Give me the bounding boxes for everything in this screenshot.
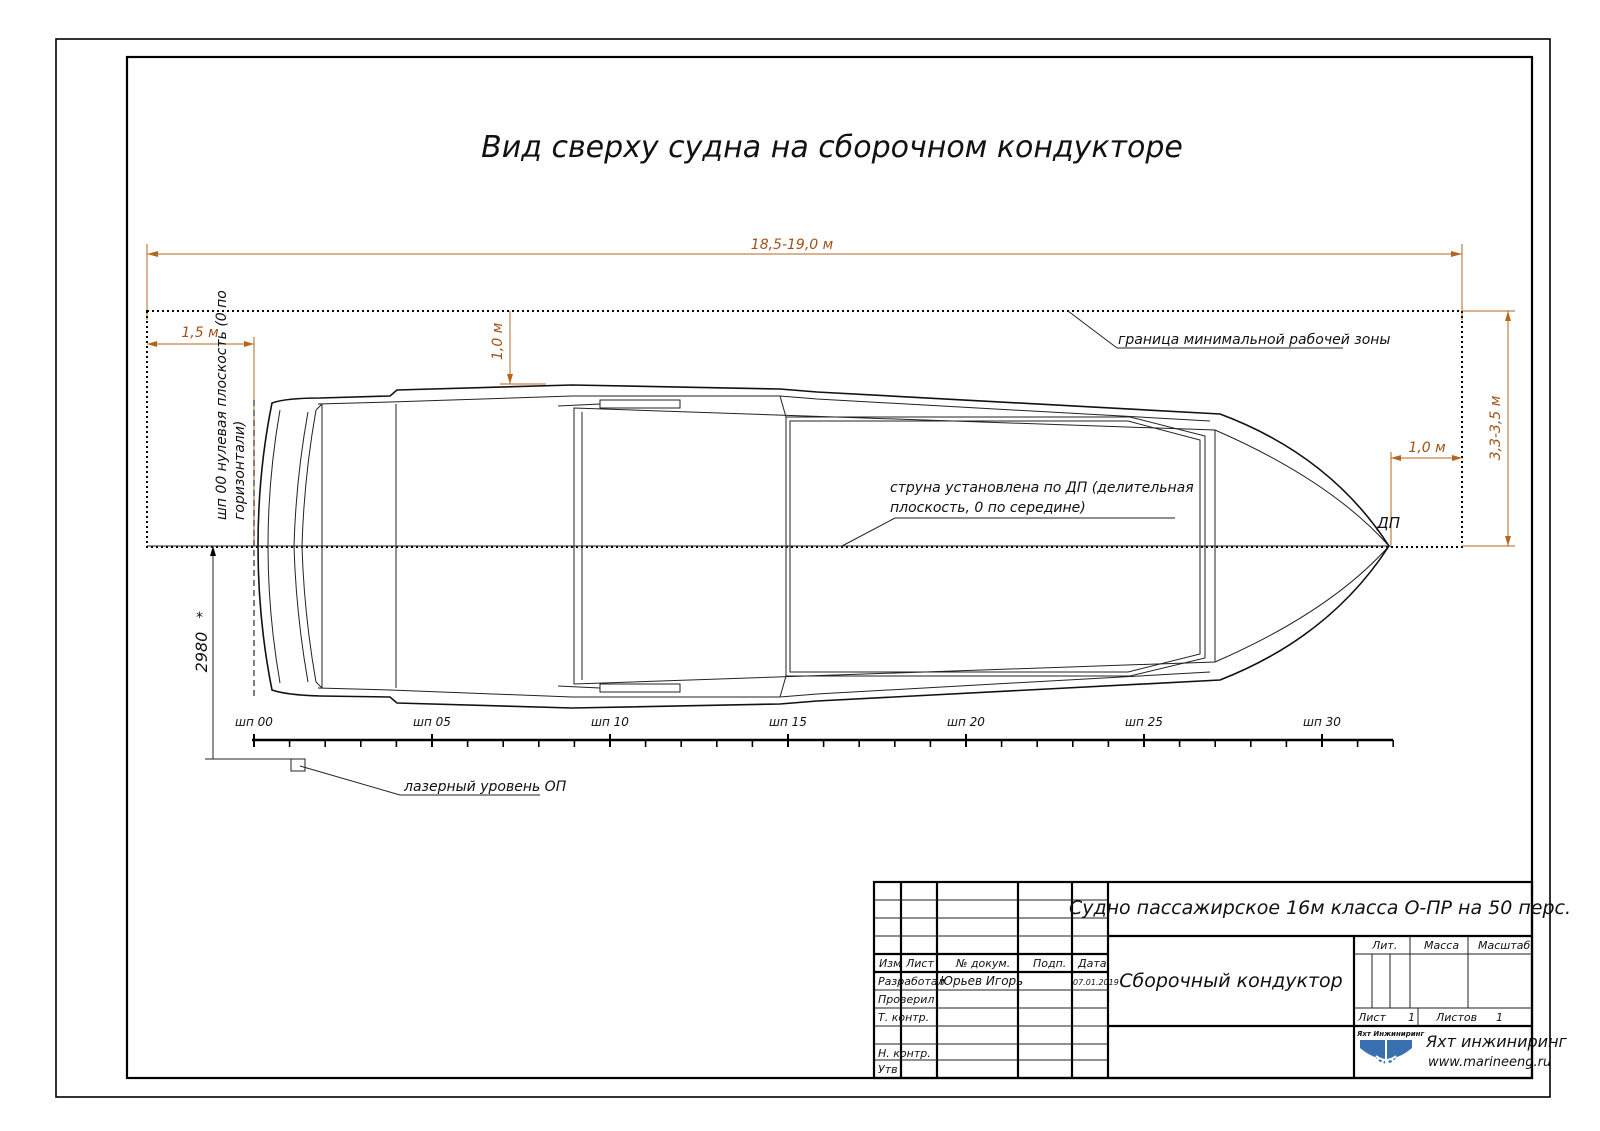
project-title: Судно пассажирское 16м класса О-ПР на 50 перс.	[1068, 897, 1572, 919]
header-doc-no: № докум.	[956, 957, 1011, 970]
frame-label-00: шп 00	[235, 715, 273, 729]
string-label-2: плоскость, 0 по середине)	[890, 500, 1086, 516]
frame-label-25: шп 25	[1125, 715, 1163, 729]
date-value: 07.01.2019	[1073, 978, 1119, 987]
string-callout	[842, 480, 1194, 546]
company-website: www.marineeng.ru	[1428, 1055, 1552, 1070]
sheets-total: 1	[1496, 1011, 1503, 1024]
frame-label-30: шп 30	[1303, 715, 1341, 729]
role-tech-control: Т. контр.	[878, 1011, 930, 1024]
center-plane-label: ДП	[1377, 514, 1400, 532]
frame-ruler	[235, 715, 1393, 747]
frame-label-20: шп 20	[947, 715, 985, 729]
sheets-label: Листов	[1436, 1011, 1478, 1024]
header-date: Дата	[1078, 957, 1107, 970]
outer-frame	[56, 39, 1550, 1097]
role-developed: Разработал	[878, 975, 945, 988]
logo-text: Яхт Инжиниринг	[1357, 1030, 1425, 1038]
zero-frame-label-2: горизонтали)	[232, 420, 248, 520]
zone-width-dimension	[1462, 311, 1515, 546]
overall-length-dimension	[147, 237, 1462, 320]
developer-name: Юрьев Игорь	[940, 974, 1024, 988]
company-logo	[1356, 1030, 1424, 1064]
role-norm-control: Н. контр.	[878, 1047, 931, 1060]
laser-level-callout	[291, 759, 567, 795]
role-checked: Проверил	[878, 993, 935, 1006]
frame-label-15: шп 15	[769, 715, 807, 729]
header-scale: Масштаб	[1478, 939, 1531, 952]
header-izm: Изм	[879, 957, 902, 970]
side-clearance-dimension	[490, 311, 546, 384]
zone-boundary-label: граница минимальной рабочей зоны	[1118, 332, 1391, 348]
bow-clearance-label: 1,0 м	[1408, 440, 1446, 456]
zero-frame-label-1: шп 00 нулевая плоскость (0 по	[214, 290, 230, 520]
header-list: Лист	[906, 957, 934, 970]
drawing-title: Вид сверху судна на сборочном кондукторе	[481, 130, 1183, 165]
header-sign: Подп.	[1033, 957, 1067, 970]
side-clearance-label: 1,0 м	[490, 322, 506, 360]
bow-clearance-dimension	[1391, 440, 1462, 545]
inner-frame	[127, 57, 1532, 1078]
zone-width-label: 3,3-3,5 м	[1488, 395, 1504, 461]
header-lit: Лит.	[1372, 939, 1398, 952]
sheet-number: 1	[1408, 1011, 1415, 1024]
header-mass: Масса	[1424, 939, 1460, 952]
title-block	[874, 882, 1571, 1078]
overall-length-label: 18,5-19,0 м	[750, 237, 834, 253]
frame-label-05: шп 05	[413, 715, 451, 729]
height-mark: *	[196, 610, 203, 626]
string-label-1: струна установлена по ДП (делительная	[890, 480, 1194, 496]
laser-level-label: лазерный уровень ОП	[404, 779, 567, 795]
document-title: Сборочный кондуктор	[1119, 970, 1343, 992]
sheet-label: Лист	[1358, 1011, 1386, 1024]
frame-label-10: шп 10	[591, 715, 629, 729]
height-label: 2980	[192, 631, 211, 673]
zone-boundary-callout	[1068, 311, 1390, 348]
role-approved: Утв	[878, 1063, 898, 1076]
aft-clearance-label: 1,5 м	[181, 325, 219, 341]
company-name: Яхт инжиниринг	[1426, 1032, 1567, 1051]
